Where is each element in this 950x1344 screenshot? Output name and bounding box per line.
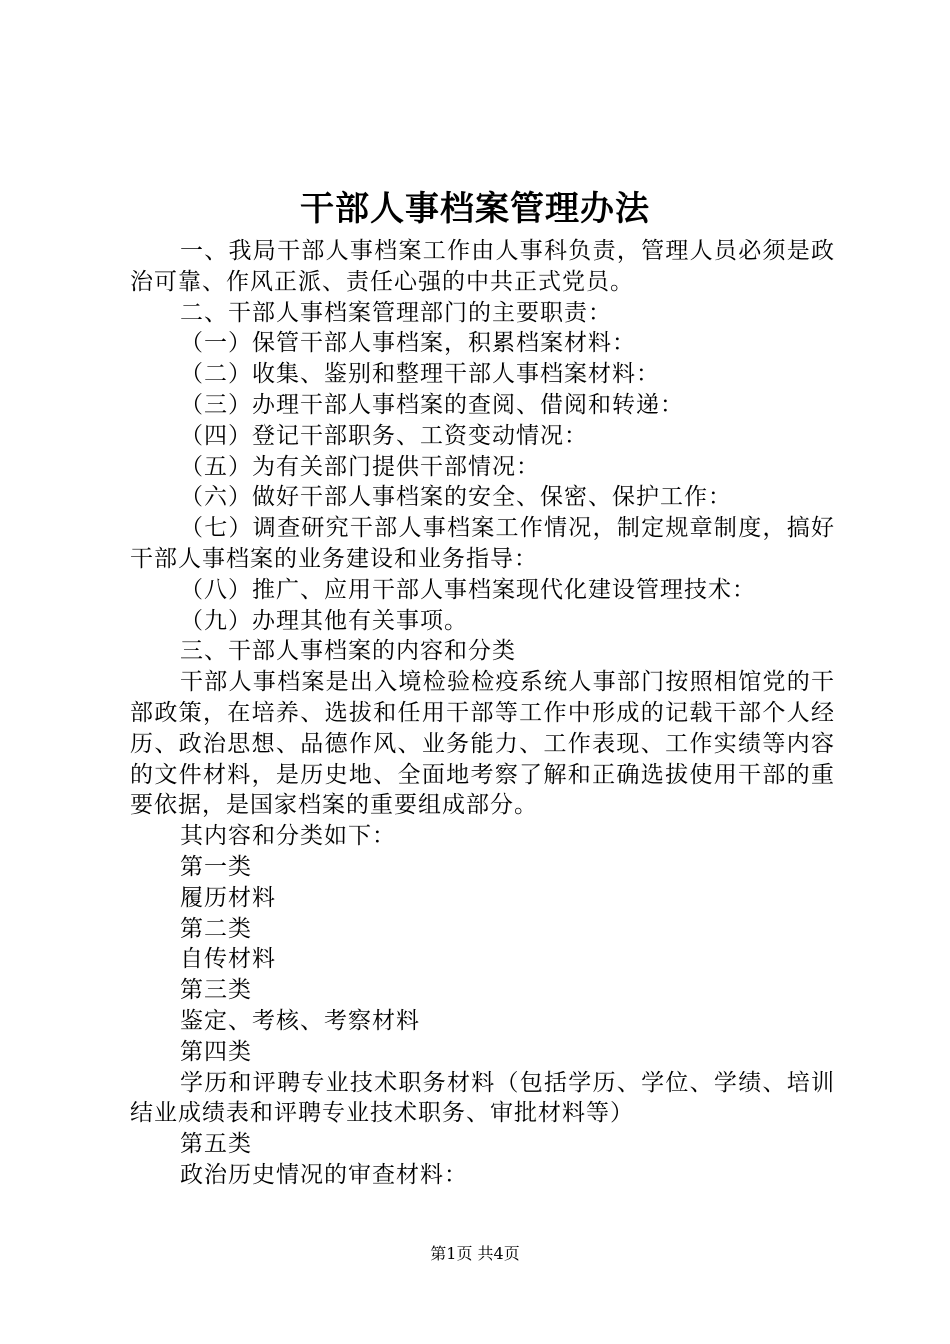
paragraph: 第五类: [180, 1131, 252, 1158]
paragraph: 干部人事档案是出入境检验检疫系统人事部门按照相馆党的干部政策，在培养、选拔和任用干部等工作中形成的记载干部个人经历、政治思想、品德作风、业务能力、工作表现、工作实绩等内容的文件材料，是历史地、全面地考察了解和正确选拔使用干部的重要依据，是国家档案的重要组成部分。: [130, 669, 835, 819]
paragraph: 第一类: [180, 853, 252, 880]
paragraph: （二）收集、鉴别和整理干部人事档案材料：: [180, 361, 660, 388]
paragraph: 第三类: [180, 977, 252, 1004]
page-footer: 第1页 共4页: [430, 1244, 520, 1263]
paragraph: （七）调查研究干部人事档案工作情况，制定规章制度，搞好干部人事档案的业务建设和业务指导：: [130, 515, 835, 572]
paragraph: 政治历史情况的审查材料：: [180, 1161, 468, 1188]
paragraph: （一）保管干部人事档案，积累档案材料：: [180, 330, 636, 357]
paragraph: 学历和评聘专业技术职务材料（包括学历、学位、学绩、培训结业成绩表和评聘专业技术职务、审批材料等）: [130, 1069, 835, 1127]
paragraph: 其内容和分类如下：: [180, 823, 396, 850]
paragraph: （六）做好干部人事档案的安全、保密、保护工作：: [180, 484, 732, 511]
paragraph: 自传材料: [180, 946, 276, 973]
paragraph: 第二类: [180, 915, 252, 942]
paragraph: 二、干部人事档案管理部门的主要职责：: [180, 299, 612, 326]
paragraph: 履历材料: [180, 884, 276, 911]
document-title: 干部人事档案管理办法: [300, 189, 650, 229]
paragraph: （四）登记干部职务、工资变动情况：: [180, 422, 588, 449]
paragraph: （八）推广、应用干部人事档案现代化建设管理技术：: [180, 576, 756, 603]
paragraph: 一、我局干部人事档案工作由人事科负责，管理人员必须是政治可靠、作风正派、责任心强的中共正式党员。: [130, 238, 835, 295]
paragraph: （九）办理其他有关事项。: [180, 607, 468, 634]
paragraph: 三、干部人事档案的内容和分类: [180, 638, 516, 665]
paragraph: （三）办理干部人事档案的查阅、借阅和转递：: [180, 391, 684, 418]
paragraph: 第四类: [180, 1038, 252, 1065]
paragraph: 鉴定、考核、考察材料: [180, 1007, 420, 1034]
document-body: [130, 236, 835, 1191]
paragraph: （五）为有关部门提供干部情况：: [180, 453, 540, 480]
